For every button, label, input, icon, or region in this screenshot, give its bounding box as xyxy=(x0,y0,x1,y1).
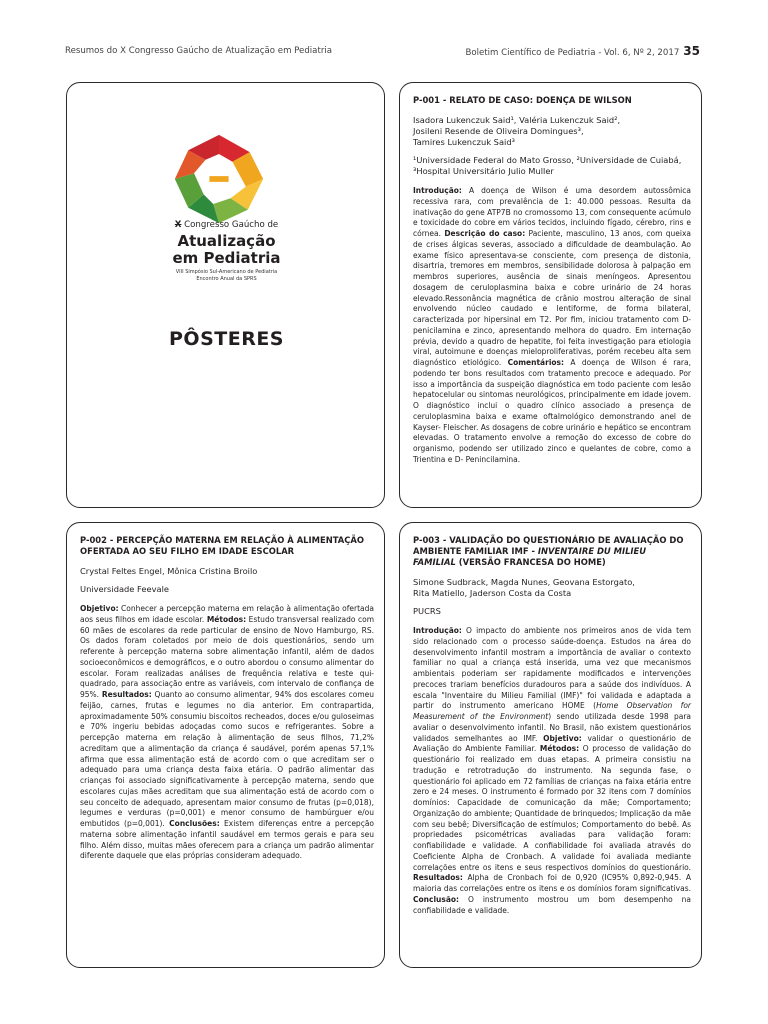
abstract-p001 xyxy=(399,82,702,508)
abstract-authors xyxy=(413,115,691,148)
section-text: Estudo transversal realizado com 60 mães de escolares da rede particular de ensino de Novo Hamburgo, RS. Os dados foram coletados por meio de dois questionários, sendo um referente à percepção materna sobre alimentação infantil, além de dados socioeconômicos e demográficos, e o outro abordou o consumo alimentar do escolar. Foram realizadas análises de frequência relativa e teste qui-quadrado, para associação entre as variáveis, com intervalo de confiança de 95%. xyxy=(80,614,375,699)
section-label: Resultados: xyxy=(101,690,152,699)
section-label: Objetivo: xyxy=(543,733,582,743)
running-header-right xyxy=(465,44,700,58)
section-label: Conclusão: xyxy=(413,894,460,904)
section-label: Descrição do caso: xyxy=(444,229,526,238)
abstract-title: P-002 - PERCEPÇÃO MATERNA EM RELAÇÃO À ALIMENTAÇÃO OFERTADA AO SEU FILHO EM IDADE ESCOLAR xyxy=(80,535,364,556)
section-text: Alpha de Cronbach foi de 0,920 (IC95% 0,892-0,945. A maioria das correlações entre os itens e os domínios foram significativas. xyxy=(413,873,691,893)
section-label: Objetivo: xyxy=(80,604,119,613)
event-title-line1: Atualização xyxy=(177,232,276,250)
symposium-line2: Encontro Anual da SPRS xyxy=(196,275,257,282)
authors-line: Josileni Resende de Oliveira Domingues³, xyxy=(413,126,584,136)
page-number: 35 xyxy=(683,44,700,58)
section-label: Resultados: xyxy=(413,873,463,883)
congress-name xyxy=(67,220,385,230)
abstract-body xyxy=(413,626,691,916)
section-italic: Home Observation for Measurement of the Environment xyxy=(413,701,691,721)
section-title: PÔSTERES xyxy=(169,328,284,350)
abstract-authors: Crystal Feltes Engel, Mônica Cristina Broilo xyxy=(80,566,258,576)
section-text: Quanto ao consumo alimentar, 94% dos escolares comeu feijão, carnes, frutas e legumes no dia anterior. Em contrapartida, aproximadamente 50% consumiu biscoitos recheados, doces e/ou guloseimas e 70% ingeriu bebidas adoçadas como sucos e refrigerantes. Sobre a percepção materna em relação à alimentação de seus filhos, 71,2% acreditam que a alimentação da criança é saudável, porém apenas 57,1% afirma que essa alimentação está de acordo com o que acreditam ser o adequado para uma criança desta faixa etária. O padrão alimentar das crianças foi associado significativamente à percepção materna, sendo que escolares cujas mães acreditam que sua alimentação está de acordo com o seu conceito de adequado, apresentam maior consumo de frutas (p=0,018), legumes e verduras (p=0,001) e menor consumo de hambúrguer e/ou embutidos (p=0,001). xyxy=(80,690,375,828)
section-text: Conhecer a percepção materna em relação à alimentação ofertada aos seus filhos em idade escolar. xyxy=(80,604,374,624)
section-text: validar o questionário de Avaliação do Ambiente Familiar. xyxy=(413,733,691,754)
section-text: Existem diferenças entre a percepção materna sobre alimentação infantil saudável em termos gerais e para seu filho. Além disso, muitas mães oferecem para a criança um padrão alimentar diferente daquele que elas próprias consideram adequado. xyxy=(80,819,375,861)
title-italic: INVENTAIRE DU MILIEU FAMILIAL xyxy=(413,546,647,567)
abstract-body xyxy=(80,604,374,862)
section-text: O instrumento mostrou um bom desempenho na confiabilidade e validade. xyxy=(413,894,691,915)
authors-line: Simone Sudbrack, Magda Nunes, Geovana Estorgato, xyxy=(413,577,635,587)
title-part: P-003 - VALIDAÇÃO DO QUESTIONÁRIO DE AVALIAÇÃO DO AMBIENTE FAMILIAR IMF - xyxy=(413,535,684,556)
abstract-authors xyxy=(413,577,691,599)
abstract-affiliation: ¹Universidade Federal do Mato Grosso, ²Universidade de Cuiabá, ³Hospital Universitário Julio Muller xyxy=(413,155,682,176)
congress-logo-icon xyxy=(171,131,267,227)
section-text: O impacto do ambiente nos primeiros anos de vida tem sido relacionado com o processo saúde-doença. Estudos na área do desenvolvimento infantil mostram a importância de avaliar o contexto familiar no qual a criança está inserida, uma vez que mecanismos ambientais poderiam ser rapidamente modificados e intervenções precoces trariam benefícios duradouros para a saúde dos indivíduos. A escala "Inventaire du Milieu Familial (IMF)" foi validada e adaptada a partir do instrumento americano HOME ( xyxy=(413,626,691,711)
symposium-line1: VIII Simpósio Sul-Americano de Pediatria xyxy=(175,269,278,275)
title-part: (VERSÃO FRANCESA DO HOME) xyxy=(455,557,606,567)
event-title xyxy=(67,233,385,267)
congress-numeral: X xyxy=(174,220,182,230)
section-label: Comentários: xyxy=(507,358,565,367)
authors-line: Tamires Lukenczuk Said³ xyxy=(413,137,515,147)
symposium-info xyxy=(67,269,385,282)
abstract-p003 xyxy=(399,522,702,968)
posters-cover-panel xyxy=(66,82,385,508)
section-text: Paciente, masculino, 13 anos, com queixa de crises álgicas severas, associado a dificuldade de deambulação. Ao exame físico apresentava-se consciente, com presença de distonia, disartria, tremores em membros, sensibilidade dolorosa à palpação em membros superiores, ausência de sinais meníngeos. Apresentou dosagem de ceruloplasmina baixa e cobre urinário de 24 horas elevado.Ressonância magnética de crânio mostrou alteração de sinal envolvendo núcleo caudado e lentiforme, de forma bilateral, caracterizada por hipersinal em T2. Por fim, iniciou tratamento com D-penicilamina e zinco, apresentando melhora do quadro. Em internação prévia, devido a quadro de hepatite, foi feita investigação para etiologia viral, autoimune e doenças mieloproliferativas, porém recebeu alta sem diagnóstico etiológico. xyxy=(413,229,691,367)
section-label: Introdução: xyxy=(413,186,462,195)
abstract-affiliation: Universidade Feevale xyxy=(80,584,169,594)
section-label: Conclusões: xyxy=(169,819,220,828)
event-title-line2: em Pediatria xyxy=(172,249,281,267)
section-label: Introdução: xyxy=(413,626,462,635)
section-text: A doença de Wilson é rara, podendo ter bons resultados com tratamento precoce e adequado. Por isso a importância da suspeição diagnóstica em todo paciente com lesão hepatocelular ou sintomas neurológicos, principalmente em idade jovem. O diagnóstico inclui o quadro clínico associado a presença de ceruloplasmina baixa e exame oftalmológico demonstrando anel de Kayser- Fleischer. As dosagens de cobre urinário e hepático se encontram elevadas. O tratamento envolve a remoção do excesso de cobre do organismo, podendo ser utilizado zinco e quelantes de cobre, como a Trientina e D- Penincilamina. xyxy=(413,358,691,464)
abstract-title xyxy=(413,535,691,568)
section-text: A doença de Wilson é uma desordem autossômica recessiva rara, com prevalência de 1: 40.000 pessoas. Resulta da inativação do gene ATP7B no cromossomo 13, com consequente acúmulo e toxicidade do cobre em vários tecidos, incluindo fígado, cérebro, rins e córnea. xyxy=(413,186,691,238)
congress-line: Congresso Gaúcho de xyxy=(181,220,279,230)
authors-line: Isadora Lukenczuk Said¹, Valéria Lukenczuk Said², xyxy=(413,115,621,125)
section-text: O processo de validação do questionário foi realizado em duas etapas. A primeira consistiu na tradução e retrotradução do instrumento. Na segunda fase, o questionário foi aplicado em 72 famílias de crianças na faixa etária entre zero e 24 meses. O instrumento é formado por 32 itens com 7 domínios domínios: Capacidade de comunicação da mãe; Comportamento; Organização do ambiente; Quantidade de brinquedos; Implicação da mãe com seu bebê; Diversificação de estímulos; Comportamento do bebê. As propriedades psicométricas avaliadas para validação foram: confiabilidade e validade. A confiabilidade foi avaliada através do Coeficiente Alpha de Cronbach. A validade foi avaliada mediante correlações entre os itens e seus respectivos domínios do questionário. xyxy=(413,744,692,872)
section-text: ) sendo utilizada desde 1998 para avaliar o desenvolvimento infantil. No Brasil, não existem questionários validados semelhantes ao IMF. xyxy=(413,712,691,743)
abstract-title: P-001 - RELATO DE CASO: DOENÇA DE WILSON xyxy=(413,95,632,105)
section-label: Métodos: xyxy=(206,614,247,624)
abstract-body xyxy=(413,186,691,466)
abstract-p002 xyxy=(66,522,385,968)
abstract-affiliation: PUCRS xyxy=(413,606,441,616)
running-header-left: Resumos do X Congresso Gaúcho de Atualização em Pediatria xyxy=(65,46,333,56)
section-label: Métodos: xyxy=(539,744,580,754)
authors-line: Rita Matiello, Jaderson Costa da Costa xyxy=(413,588,572,598)
journal-citation: Boletim Científico de Pediatria - Vol. 6, Nº 2, 2017 xyxy=(465,48,680,58)
